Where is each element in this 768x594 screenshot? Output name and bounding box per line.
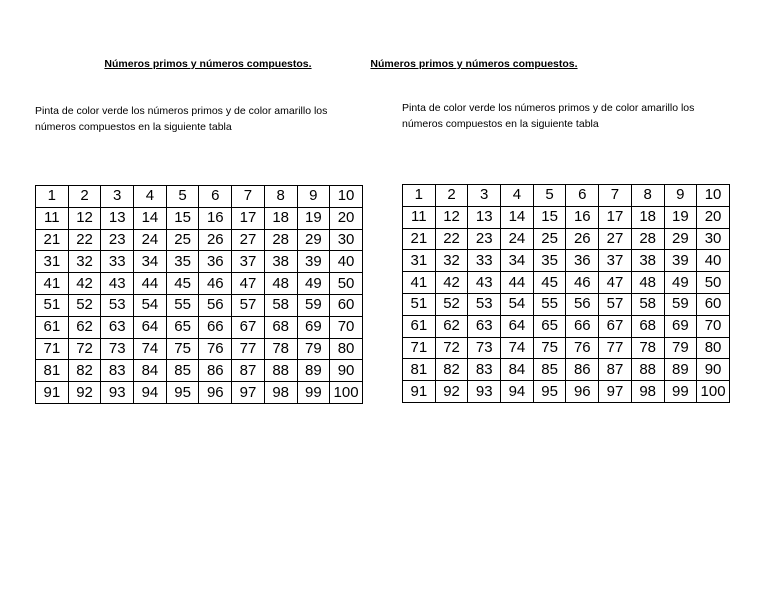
- number-cell: 38: [264, 251, 297, 273]
- number-cell: 94: [134, 382, 167, 404]
- number-cell: 73: [101, 338, 134, 360]
- number-cell: 27: [599, 228, 632, 250]
- number-cell: 72: [68, 338, 101, 360]
- number-cell: 18: [631, 206, 664, 228]
- number-cell: 62: [68, 316, 101, 338]
- number-cell: 99: [297, 382, 330, 404]
- number-cell: 62: [435, 315, 468, 337]
- number-cell: 29: [664, 228, 697, 250]
- table-row: [403, 293, 730, 315]
- number-cell: 90: [330, 360, 363, 382]
- number-cell: 46: [566, 272, 599, 294]
- number-cell: 41: [403, 272, 436, 294]
- table-row: [36, 360, 363, 382]
- number-cell: 91: [36, 382, 69, 404]
- number-cell: 48: [264, 273, 297, 295]
- number-cell: 96: [199, 382, 232, 404]
- number-cell: 32: [68, 251, 101, 273]
- number-cell: 95: [533, 381, 566, 403]
- number-cell: 23: [468, 228, 501, 250]
- number-cell: 43: [468, 272, 501, 294]
- number-cell: 45: [533, 272, 566, 294]
- number-cell: 7: [232, 186, 265, 208]
- number-cell: 11: [36, 207, 69, 229]
- number-cell: 72: [435, 337, 468, 359]
- table-row: [36, 273, 363, 295]
- number-cell: 22: [68, 229, 101, 251]
- number-cell: 9: [664, 185, 697, 207]
- number-cell: 21: [403, 228, 436, 250]
- number-cell: 54: [134, 294, 167, 316]
- number-cell: 33: [101, 251, 134, 273]
- number-cell: 41: [36, 273, 69, 295]
- table-row: [36, 229, 363, 251]
- number-cell: 85: [533, 359, 566, 381]
- number-cell: 42: [435, 272, 468, 294]
- number-cell: 1: [403, 185, 436, 207]
- number-cell: 21: [36, 229, 69, 251]
- number-cell: 84: [134, 360, 167, 382]
- number-cell: 98: [631, 381, 664, 403]
- number-cell: 50: [330, 273, 363, 295]
- number-cell: 55: [166, 294, 199, 316]
- number-cell: 99: [664, 381, 697, 403]
- number-cell: 26: [566, 228, 599, 250]
- number-cell: 91: [403, 381, 436, 403]
- table-row: [36, 251, 363, 273]
- number-cell: 87: [232, 360, 265, 382]
- worksheet-right: [370, 0, 768, 594]
- number-cell: 74: [134, 338, 167, 360]
- number-cell: 34: [501, 250, 534, 272]
- number-cell: 5: [166, 186, 199, 208]
- number-cell: 77: [232, 338, 265, 360]
- number-cell: 56: [566, 293, 599, 315]
- number-cell: 31: [403, 250, 436, 272]
- number-cell: 68: [631, 315, 664, 337]
- number-cell: 54: [501, 293, 534, 315]
- number-cell: 77: [599, 337, 632, 359]
- number-cell: 64: [501, 315, 534, 337]
- table-row: [36, 186, 363, 208]
- number-cell: 51: [36, 294, 69, 316]
- table-row: [36, 338, 363, 360]
- number-cell: 49: [297, 273, 330, 295]
- number-cell: 59: [297, 294, 330, 316]
- number-cell: 2: [68, 186, 101, 208]
- number-cell: 55: [533, 293, 566, 315]
- number-cell: 97: [232, 382, 265, 404]
- number-cell: 48: [631, 272, 664, 294]
- number-cell: 76: [566, 337, 599, 359]
- number-cell: 80: [330, 338, 363, 360]
- number-grid: [402, 184, 730, 403]
- number-cell: 24: [501, 228, 534, 250]
- number-cell: 1: [36, 186, 69, 208]
- number-cell: 19: [297, 207, 330, 229]
- worksheet-title: Números primos y números compuestos.: [370, 58, 578, 70]
- number-cell: 44: [501, 272, 534, 294]
- number-cell: 4: [134, 186, 167, 208]
- number-cell: 74: [501, 337, 534, 359]
- number-cell: 83: [468, 359, 501, 381]
- number-cell: 84: [501, 359, 534, 381]
- number-cell: 20: [330, 207, 363, 229]
- number-cell: 16: [566, 206, 599, 228]
- number-cell: 39: [297, 251, 330, 273]
- number-cell: 68: [264, 316, 297, 338]
- number-cell: 60: [330, 294, 363, 316]
- number-cell: 81: [403, 359, 436, 381]
- number-cell: 16: [199, 207, 232, 229]
- number-cell: 29: [297, 229, 330, 251]
- worksheet-instructions: Pinta de color verde los números primos y de color amarillo los números compuestos en la siguiente tabla: [35, 105, 328, 133]
- number-cell: 37: [232, 251, 265, 273]
- number-cell: 85: [166, 360, 199, 382]
- number-cell: 57: [232, 294, 265, 316]
- number-cell: 49: [664, 272, 697, 294]
- number-cell: 82: [68, 360, 101, 382]
- number-cell: 86: [199, 360, 232, 382]
- number-cell: 52: [68, 294, 101, 316]
- number-cell: 36: [566, 250, 599, 272]
- table-row: [36, 207, 363, 229]
- number-cell: 53: [101, 294, 134, 316]
- number-cell: 19: [664, 206, 697, 228]
- number-cell: 47: [232, 273, 265, 295]
- number-cell: 15: [533, 206, 566, 228]
- number-cell: 58: [264, 294, 297, 316]
- number-cell: 70: [330, 316, 363, 338]
- number-cell: 61: [36, 316, 69, 338]
- number-cell: 42: [68, 273, 101, 295]
- number-cell: 87: [599, 359, 632, 381]
- number-cell: 71: [36, 338, 69, 360]
- number-cell: 24: [134, 229, 167, 251]
- worksheet-title: Números primos y números compuestos.: [104, 58, 312, 70]
- number-cell: 71: [403, 337, 436, 359]
- number-cell: 100: [697, 381, 730, 403]
- table-row: [403, 359, 730, 381]
- worksheet-instructions: Pinta de color verde los números primos y de color amarillo los números compuestos en la siguiente tabla: [402, 102, 695, 130]
- number-cell: 69: [664, 315, 697, 337]
- table-row: [403, 206, 730, 228]
- number-cell: 28: [264, 229, 297, 251]
- number-cell: 40: [330, 251, 363, 273]
- number-cell: 65: [166, 316, 199, 338]
- number-cell: 27: [232, 229, 265, 251]
- number-cell: 80: [697, 337, 730, 359]
- table-row: [403, 272, 730, 294]
- number-cell: 25: [166, 229, 199, 251]
- number-cell: 56: [199, 294, 232, 316]
- number-cell: 67: [599, 315, 632, 337]
- table-row: [403, 315, 730, 337]
- number-cell: 100: [330, 382, 363, 404]
- number-cell: 61: [403, 315, 436, 337]
- number-cell: 89: [297, 360, 330, 382]
- number-cell: 86: [566, 359, 599, 381]
- number-cell: 30: [697, 228, 730, 250]
- number-cell: 36: [199, 251, 232, 273]
- number-cell: 75: [166, 338, 199, 360]
- number-cell: 79: [297, 338, 330, 360]
- number-cell: 44: [134, 273, 167, 295]
- number-cell: 52: [435, 293, 468, 315]
- number-cell: 53: [468, 293, 501, 315]
- number-cell: 88: [631, 359, 664, 381]
- table-row: [403, 250, 730, 272]
- number-cell: 17: [232, 207, 265, 229]
- number-cell: 66: [199, 316, 232, 338]
- number-cell: 12: [68, 207, 101, 229]
- number-cell: 34: [134, 251, 167, 273]
- number-cell: 47: [599, 272, 632, 294]
- table-row: [36, 294, 363, 316]
- table-row: [403, 228, 730, 250]
- number-cell: 83: [101, 360, 134, 382]
- number-cell: 6: [566, 185, 599, 207]
- number-cell: 31: [36, 251, 69, 273]
- number-cell: 50: [697, 272, 730, 294]
- number-cell: 18: [264, 207, 297, 229]
- number-cell: 14: [501, 206, 534, 228]
- number-cell: 93: [101, 382, 134, 404]
- number-cell: 82: [435, 359, 468, 381]
- number-cell: 51: [403, 293, 436, 315]
- number-cell: 10: [330, 186, 363, 208]
- number-cell: 63: [468, 315, 501, 337]
- number-cell: 90: [697, 359, 730, 381]
- number-cell: 2: [435, 185, 468, 207]
- number-cell: 13: [101, 207, 134, 229]
- number-cell: 7: [599, 185, 632, 207]
- number-cell: 75: [533, 337, 566, 359]
- number-cell: 67: [232, 316, 265, 338]
- number-cell: 95: [166, 382, 199, 404]
- number-cell: 10: [697, 185, 730, 207]
- number-cell: 20: [697, 206, 730, 228]
- number-cell: 15: [166, 207, 199, 229]
- number-cell: 76: [199, 338, 232, 360]
- number-cell: 97: [599, 381, 632, 403]
- number-cell: 3: [101, 186, 134, 208]
- number-cell: 17: [599, 206, 632, 228]
- number-cell: 25: [533, 228, 566, 250]
- number-cell: 35: [533, 250, 566, 272]
- number-cell: 79: [664, 337, 697, 359]
- number-cell: 23: [101, 229, 134, 251]
- number-cell: 70: [697, 315, 730, 337]
- number-cell: 5: [533, 185, 566, 207]
- number-cell: 78: [264, 338, 297, 360]
- number-cell: 39: [664, 250, 697, 272]
- number-cell: 94: [501, 381, 534, 403]
- number-cell: 73: [468, 337, 501, 359]
- number-cell: 92: [435, 381, 468, 403]
- number-cell: 78: [631, 337, 664, 359]
- number-cell: 88: [264, 360, 297, 382]
- number-cell: 43: [101, 273, 134, 295]
- number-cell: 32: [435, 250, 468, 272]
- number-cell: 35: [166, 251, 199, 273]
- number-cell: 69: [297, 316, 330, 338]
- number-cell: 26: [199, 229, 232, 251]
- table-row: [36, 382, 363, 404]
- number-cell: 59: [664, 293, 697, 315]
- number-cell: 46: [199, 273, 232, 295]
- number-grid: [35, 185, 363, 404]
- number-cell: 6: [199, 186, 232, 208]
- number-cell: 8: [631, 185, 664, 207]
- number-cell: 12: [435, 206, 468, 228]
- number-cell: 89: [664, 359, 697, 381]
- number-cell: 30: [330, 229, 363, 251]
- number-cell: 63: [101, 316, 134, 338]
- number-cell: 45: [166, 273, 199, 295]
- number-cell: 92: [68, 382, 101, 404]
- number-cell: 96: [566, 381, 599, 403]
- table-row: [403, 381, 730, 403]
- number-cell: 81: [36, 360, 69, 382]
- number-cell: 37: [599, 250, 632, 272]
- table-row: [36, 316, 363, 338]
- number-cell: 93: [468, 381, 501, 403]
- number-cell: 40: [697, 250, 730, 272]
- number-cell: 9: [297, 186, 330, 208]
- number-cell: 14: [134, 207, 167, 229]
- number-cell: 64: [134, 316, 167, 338]
- number-cell: 60: [697, 293, 730, 315]
- number-cell: 8: [264, 186, 297, 208]
- number-cell: 3: [468, 185, 501, 207]
- number-cell: 58: [631, 293, 664, 315]
- number-cell: 65: [533, 315, 566, 337]
- number-cell: 33: [468, 250, 501, 272]
- number-cell: 28: [631, 228, 664, 250]
- number-cell: 13: [468, 206, 501, 228]
- number-cell: 98: [264, 382, 297, 404]
- number-cell: 22: [435, 228, 468, 250]
- number-cell: 38: [631, 250, 664, 272]
- number-cell: 66: [566, 315, 599, 337]
- number-cell: 11: [403, 206, 436, 228]
- table-row: [403, 185, 730, 207]
- number-cell: 4: [501, 185, 534, 207]
- table-row: [403, 337, 730, 359]
- number-cell: 57: [599, 293, 632, 315]
